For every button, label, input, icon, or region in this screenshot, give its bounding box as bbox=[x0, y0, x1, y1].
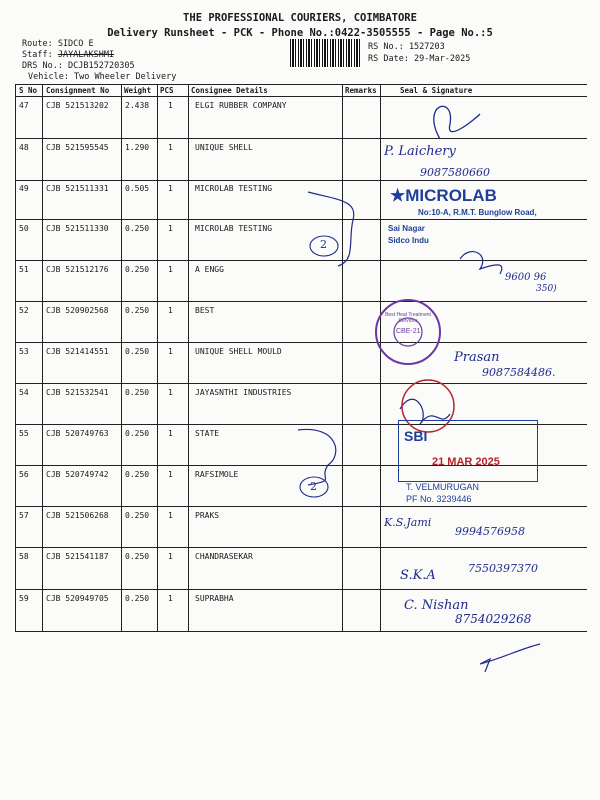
row-consignee: PRAKS bbox=[195, 511, 220, 520]
staff-label: Staff: bbox=[22, 50, 58, 60]
row-consignee: UNIQUE SHELL bbox=[195, 143, 253, 152]
row-consignee: STATE bbox=[195, 429, 220, 438]
best-stamp-text: Best Heat Treatment Services bbox=[385, 312, 431, 324]
row-pcs: 1 bbox=[168, 347, 173, 356]
row-pcs: 1 bbox=[168, 143, 173, 152]
row-sno: 47 bbox=[19, 101, 29, 110]
sbi-pf-number: PF No. 3239446 bbox=[406, 494, 472, 504]
signature-name-59: C. Nishan bbox=[404, 598, 469, 613]
row-consignment: CJB 520949705 bbox=[46, 594, 109, 603]
row-sno: 51 bbox=[19, 265, 29, 274]
row-weight: 0.250 bbox=[125, 552, 150, 561]
signature-phone-51b: 350) bbox=[536, 284, 557, 294]
col-header-consignment: Consignment No bbox=[46, 86, 110, 95]
signature-phone-59: 8754029268 bbox=[455, 612, 532, 626]
signature-name-48: P. Laichery bbox=[384, 144, 456, 159]
row-consignment: CJB 520749742 bbox=[46, 470, 109, 479]
col-header-pcs: PCS bbox=[160, 86, 174, 95]
row-pcs: 1 bbox=[168, 470, 173, 479]
row-consignment: CJB 521414551 bbox=[46, 347, 109, 356]
microlab-stamp-address: No:10-A, R.M.T. Bunglow Road, bbox=[418, 208, 537, 217]
row-consignment: CJB 521511330 bbox=[46, 224, 109, 233]
route: Route: SIDCO E bbox=[22, 39, 94, 49]
barcode bbox=[290, 39, 362, 67]
row-pcs: 1 bbox=[168, 388, 173, 397]
signature-phone-51: 9600 96 bbox=[505, 272, 547, 283]
row-pcs: 1 bbox=[168, 429, 173, 438]
row-sno: 57 bbox=[19, 511, 29, 520]
row-sno: 58 bbox=[19, 552, 29, 561]
staff-name: JAYALAKSHMI bbox=[57, 50, 115, 60]
row-weight: 0.250 bbox=[125, 347, 150, 356]
drs-number: DRS No.: DCJB152720305 bbox=[22, 61, 135, 71]
runsheet-title: Delivery Runsheet - PCK - Phone No.:0422-3505555 - Page No.:5 bbox=[107, 27, 493, 39]
row-weight: 0.250 bbox=[125, 470, 150, 479]
row-consignee: MICROLAB TESTING bbox=[195, 184, 273, 193]
row-weight: 0.250 bbox=[125, 511, 150, 520]
row-consignment: CJB 521506268 bbox=[46, 511, 109, 520]
row-pcs: 1 bbox=[168, 511, 173, 520]
row-consignment: CJB 521513202 bbox=[46, 101, 109, 110]
signature-phone-48: 9087580660 bbox=[420, 166, 490, 179]
signature-51 bbox=[460, 252, 502, 274]
col-header-sno: S No bbox=[19, 86, 38, 95]
row-weight: 0.250 bbox=[125, 224, 150, 233]
row-consignee: JAYASNTHI INDUSTRIES bbox=[195, 388, 292, 397]
count-mark: 2 bbox=[320, 238, 327, 251]
row-sno: 49 bbox=[19, 184, 29, 193]
staff bbox=[22, 50, 114, 61]
row-consignment: CJB 520749763 bbox=[46, 429, 109, 438]
best-stamp-code: CBE-21 bbox=[396, 328, 421, 335]
row-consignee: RAFSIMOLE bbox=[195, 470, 239, 479]
row-sno: 50 bbox=[19, 224, 29, 233]
row-consignment: CJB 521532541 bbox=[46, 388, 109, 397]
row-pcs: 1 bbox=[168, 101, 173, 110]
row-consignment: CJB 521511331 bbox=[46, 184, 109, 193]
company-title: THE PROFESSIONAL COURIERS, COIMBATORE bbox=[183, 12, 417, 24]
col-divider bbox=[121, 84, 122, 632]
signature-name-58: S.K.A bbox=[400, 568, 436, 583]
row-consignee: A ENGG bbox=[195, 265, 224, 274]
row-pcs: 1 bbox=[168, 184, 173, 193]
row-weight: 0.250 bbox=[125, 265, 150, 274]
sbi-officer: T. VELMURUGAN bbox=[406, 482, 480, 492]
vehicle: Vehicle: Two Wheeler Delivery bbox=[28, 72, 177, 82]
row-weight: 0.505 bbox=[125, 184, 150, 193]
row-consignment: CJB 520902568 bbox=[46, 306, 109, 315]
row-consignee: UNIQUE SHELL MOULD bbox=[195, 347, 282, 356]
pen-marks bbox=[188, 180, 388, 510]
microlab-stamp-name: ★MICROLAB bbox=[390, 186, 497, 205]
row-sno: 54 bbox=[19, 388, 29, 397]
row-consignee: MICROLAB TESTING bbox=[195, 224, 273, 233]
col-header-weight: Weight bbox=[124, 86, 152, 95]
col-header-remarks: Remarks bbox=[345, 86, 377, 95]
row-pcs: 1 bbox=[168, 306, 173, 315]
sbi-logo-text: SBI bbox=[404, 428, 428, 444]
row-weight: 0.250 bbox=[125, 388, 150, 397]
count-mark: 2 bbox=[310, 480, 317, 493]
sbi-date: 21 MAR 2025 bbox=[432, 456, 500, 468]
row-weight: 0.250 bbox=[125, 429, 150, 438]
row-pcs: 1 bbox=[168, 552, 173, 561]
col-divider bbox=[15, 84, 16, 632]
row-consignee: CHANDRASEKAR bbox=[195, 552, 253, 561]
row-pcs: 1 bbox=[168, 224, 173, 233]
signature-name-57: K.S.Jami bbox=[384, 516, 432, 529]
signature-phone-57: 9994576958 bbox=[455, 525, 525, 538]
col-divider bbox=[42, 84, 43, 632]
row-pcs: 1 bbox=[168, 594, 173, 603]
row-sno: 53 bbox=[19, 347, 29, 356]
col-divider bbox=[157, 84, 158, 632]
row-weight: 2.438 bbox=[125, 101, 150, 110]
row-sno: 52 bbox=[19, 306, 29, 315]
rs-date: RS Date: 29-Mar-2025 bbox=[368, 54, 471, 64]
row-pcs: 1 bbox=[168, 265, 173, 274]
signature-47 bbox=[434, 106, 480, 139]
rs-number: RS No.: 1527203 bbox=[368, 42, 445, 52]
row-consignee: ELGI RUBBER COMPANY bbox=[195, 101, 287, 110]
row-consignment: CJB 521595545 bbox=[46, 143, 109, 152]
row-weight: 0.250 bbox=[125, 306, 150, 315]
row-sno: 48 bbox=[19, 143, 29, 152]
signature-phone-58: 7550397370 bbox=[468, 562, 538, 575]
microlab-stamp-area: Sai Nagar bbox=[388, 224, 425, 233]
row-consignment: CJB 521541187 bbox=[46, 552, 109, 561]
closing-mark bbox=[480, 644, 540, 672]
row-sno: 59 bbox=[19, 594, 29, 603]
row-sno: 56 bbox=[19, 470, 29, 479]
col-header-consignee: Consignee Details bbox=[191, 86, 268, 95]
col-header-seal: Seal & Signature bbox=[400, 86, 473, 95]
row-consignee: BEST bbox=[195, 306, 215, 315]
signature-phone-53: 9087584486. bbox=[482, 366, 556, 379]
row-consignment: CJB 521512176 bbox=[46, 265, 109, 274]
row-weight: 1.290 bbox=[125, 143, 150, 152]
row-consignee: SUPRABHA bbox=[195, 594, 234, 603]
signature-name-53: Prasan bbox=[454, 350, 500, 365]
row-weight: 0.250 bbox=[125, 594, 150, 603]
row-sno: 55 bbox=[19, 429, 29, 438]
microlab-stamp-sidco: Sidco Indu bbox=[388, 236, 429, 245]
